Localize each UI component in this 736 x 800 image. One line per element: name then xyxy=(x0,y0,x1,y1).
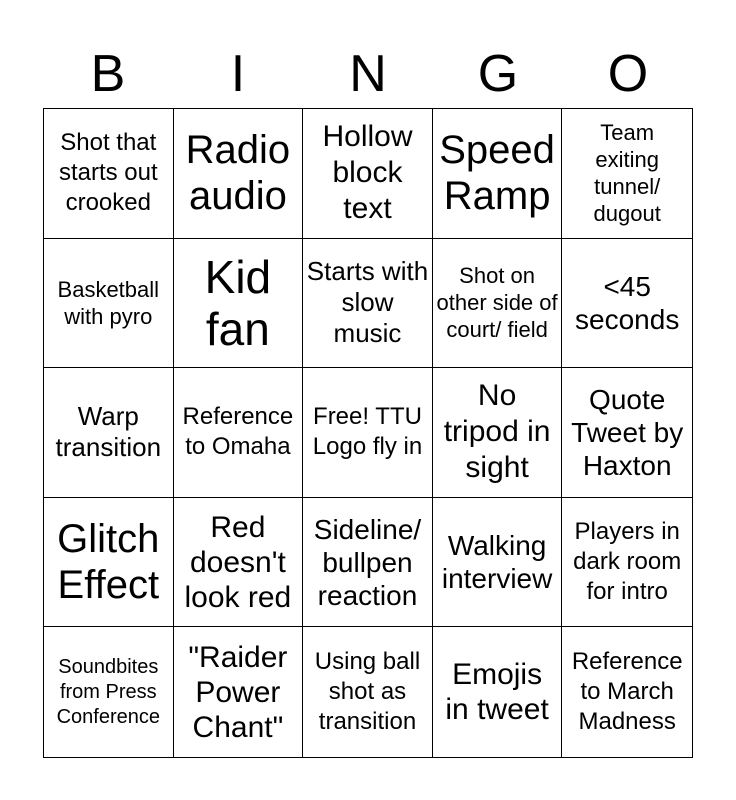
cell-text: Sideline/ bullpen reaction xyxy=(313,513,422,611)
cell-text: Reference to March Madness xyxy=(571,648,683,736)
bingo-cell[interactable] xyxy=(433,627,563,757)
cell-text: Team exiting tunnel/ dugout xyxy=(593,120,661,227)
cell-text: Soundbites from Press Conference xyxy=(56,655,160,728)
bingo-cell[interactable] xyxy=(433,109,563,239)
cell-text: Glitch Effect xyxy=(57,517,160,608)
cell-text: Free! TTU Logo fly in xyxy=(312,403,423,461)
bingo-cell[interactable] xyxy=(433,239,563,369)
cell-text: Quote Tweet by Haxton xyxy=(571,383,684,481)
bingo-cell[interactable] xyxy=(44,109,174,239)
bingo-cell[interactable] xyxy=(562,368,692,498)
cell-text: Kid fan xyxy=(204,250,272,355)
cell-text: <45 seconds xyxy=(575,270,680,335)
cell-text: "Raider Power Chant" xyxy=(188,640,288,744)
cell-text: Hollow block text xyxy=(322,120,413,226)
bingo-cell[interactable] xyxy=(303,368,433,498)
bingo-cell[interactable] xyxy=(44,627,174,757)
bingo-cell[interactable] xyxy=(562,109,692,239)
bingo-cell[interactable] xyxy=(303,239,433,369)
header-letter-b: B xyxy=(90,45,126,103)
bingo-cell[interactable] xyxy=(562,498,692,628)
bingo-cell[interactable] xyxy=(303,627,433,757)
bingo-cell[interactable] xyxy=(44,239,174,369)
cell-text: Reference to Omaha xyxy=(182,403,294,461)
bingo-cell[interactable] xyxy=(562,239,692,369)
cell-text: Starts with slow music xyxy=(306,256,429,349)
header-letter-o: O xyxy=(607,45,649,103)
cell-text: Players in dark room for intro xyxy=(573,518,682,606)
bingo-card-grid xyxy=(43,108,693,758)
cell-text: Warp transition xyxy=(55,401,162,463)
cell-text: Speed Ramp xyxy=(439,128,555,219)
cell-text: Shot on other side of court/ field xyxy=(436,263,558,343)
bingo-cell[interactable] xyxy=(174,627,304,757)
cell-text: Basketball with pyro xyxy=(57,276,160,329)
header-letter-g: G xyxy=(477,45,519,103)
bingo-cell[interactable] xyxy=(174,368,304,498)
bingo-cell[interactable] xyxy=(562,627,692,757)
cell-text: Emojis in tweet xyxy=(445,658,549,727)
bingo-cell[interactable] xyxy=(44,368,174,498)
bingo-cell[interactable] xyxy=(433,498,563,628)
bingo-cell[interactable] xyxy=(44,498,174,628)
cell-text: No tripod in sight xyxy=(443,379,551,485)
bingo-cell[interactable] xyxy=(433,368,563,498)
bingo-cell[interactable] xyxy=(303,109,433,239)
bingo-cell[interactable] xyxy=(174,498,304,628)
header-letter-n: N xyxy=(349,45,387,103)
bingo-cell[interactable] xyxy=(303,498,433,628)
cell-text: Radio audio xyxy=(185,128,291,219)
bingo-header xyxy=(43,44,693,104)
cell-text: Red doesn't look red xyxy=(184,510,292,614)
bingo-cell[interactable] xyxy=(174,239,304,369)
bingo-cell[interactable] xyxy=(174,109,304,239)
cell-text: Walking interview xyxy=(441,530,553,595)
cell-text: Using ball shot as transition xyxy=(314,648,421,736)
cell-text: Shot that starts out crooked xyxy=(58,129,158,217)
header-letter-i: I xyxy=(230,45,246,103)
